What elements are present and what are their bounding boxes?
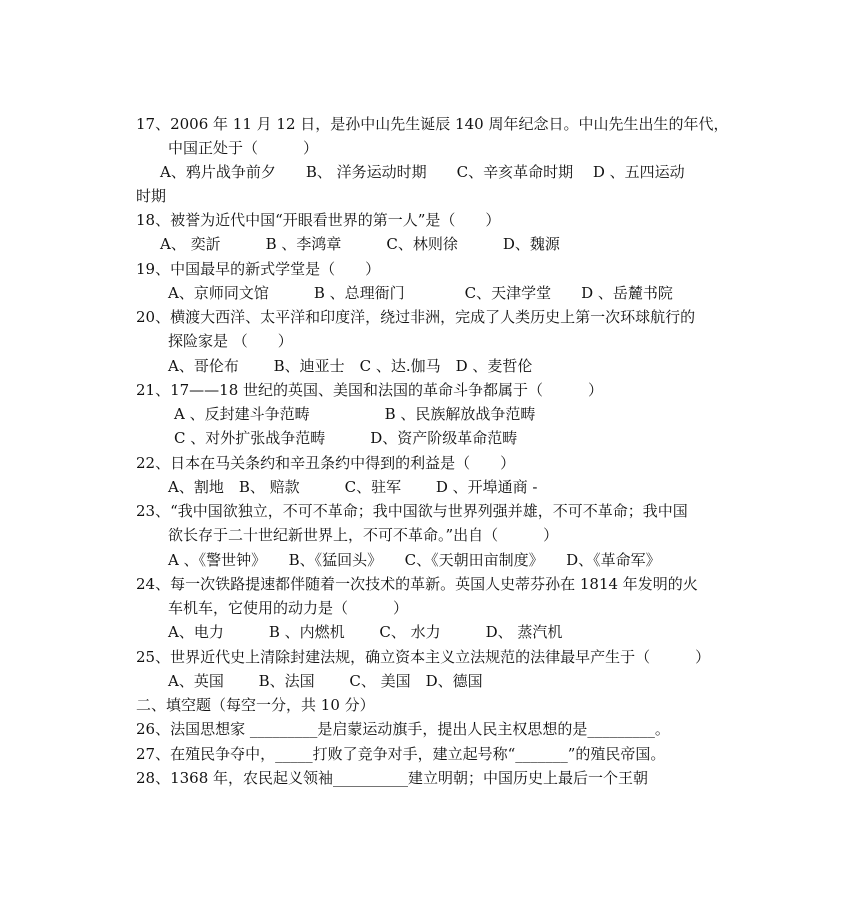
q17-options-cont: 时期 [136, 187, 167, 205]
q19-stem: 19、中国最早的新式学堂是（ ） [136, 260, 381, 278]
q23-stem-cont: 欲长存于二十世纪新世界上，不可不革命。”出自（ ） [168, 526, 559, 544]
q21-options-ab: A 、反封建斗争范畴 B 、民族解放战争范畴 [174, 405, 536, 423]
q24-stem: 24、每一次铁路提速都伴随着一次技术的革新。英国人史蒂芬孙在 1814 年发明的火 [136, 575, 698, 593]
q24-options: A、电力 B 、内燃机 C、 水力 D、 蒸汽机 [168, 623, 563, 641]
q18-stem: 18、被誉为近代中国“开眼看世界的第一人”是（ ） [136, 211, 501, 229]
q17-stem-cont: 中国正处于（ ） [168, 139, 319, 157]
q23-stem: 23、“我中国欲独立，不可不革命；我中国欲与世界列强并雄，不可不革命；我中国 [136, 502, 688, 520]
q21-stem: 21、17——18 世纪的英国、美国和法国的革命斗争都属于（ ） [136, 381, 604, 399]
q23-options: A 、《警世钟》 B、《猛回头》 C、《天朝田亩制度》 D、《革命军》 [168, 551, 661, 569]
q20-stem: 20、横渡大西洋、太平洋和印度洋，绕过非洲，完成了人类历史上第一次环球航行的 [136, 308, 696, 326]
q24-stem-cont: 车机车，它使用的动力是（ ） [168, 599, 409, 617]
q26-stem: 26、法国思想家 _________是启蒙运动旗手，提出人民主权思想的是_________。 [136, 720, 670, 738]
q17-options: A、鸦片战争前夕 B、 洋务运动时期 C、辛亥革命时期 D 、五四运动 [160, 163, 685, 181]
q17-stem: 17、2006 年 11 月 12 日，是孙中山先生诞辰 140 周年纪念日。中山先生出生的年代， [136, 115, 729, 133]
q28-stem: 28、1368 年，农民起义领袖__________建立明朝；中国历史上最后一个王朝 [136, 769, 649, 787]
q27-stem: 27、在殖民争夺中，_____打败了竞争对手，建立起号称“_______”的殖民帝国。 [136, 745, 666, 763]
q21-options-cd: C 、对外扩张战争范畴 D、资产阶级革命范畴 [174, 429, 518, 447]
q19-options: A、京师同文馆 B 、总理衙门 C、天津学堂 D 、岳麓书院 [168, 284, 673, 302]
q22-stem: 22、日本在马关条约和辛丑条约中得到的利益是（ ） [136, 454, 516, 472]
q22-options: A、割地 B、 赔款 C、驻军 D 、开埠通商 - [168, 478, 538, 496]
section-fill-in-heading: 二、填空题（每空一分，共 10 分） [136, 696, 375, 714]
q20-stem-cont: 探险家是 （ ） [168, 332, 293, 350]
q18-options: A、 奕訢 B 、李鸿章 C、林则徐 D、魏源 [160, 235, 560, 253]
q20-options: A、哥伦布 B、迪亚士 C 、达.伽马 D 、麦哲伦 [168, 357, 533, 375]
q25-stem: 25、世界近代史上清除封建法规，确立资本主义立法规范的法律最早产生于（ ） [136, 648, 711, 666]
q25-options: A、英国 B、法国 C、 美国 D、德国 [168, 672, 483, 690]
